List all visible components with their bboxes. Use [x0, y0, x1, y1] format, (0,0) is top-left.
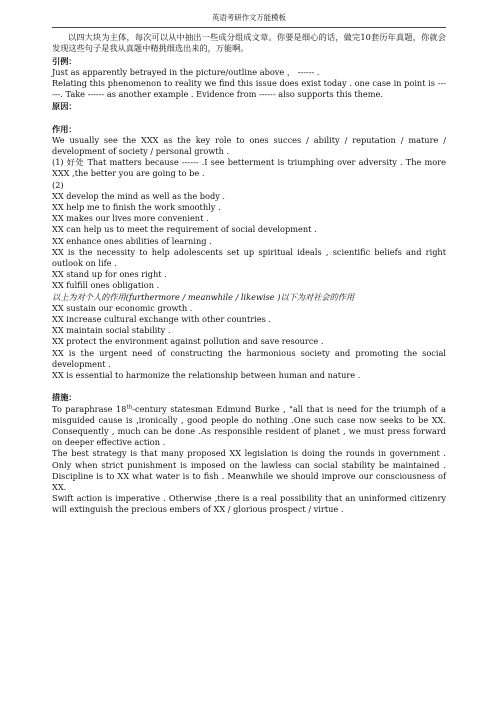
list-item: XX maintain social stability . [52, 325, 171, 336]
list-item: XX fulfill ones obligation . [52, 280, 160, 291]
measures-p1-start: To paraphrase 18 [52, 403, 127, 414]
effect-number-2: (2) [52, 179, 64, 190]
page-header-title: 英语考研作文万能模板 [212, 13, 286, 22]
effect-benefit-label: (1) 好处 [52, 157, 88, 168]
measures-p1-rest: -century statesman Edmund Burke , "all that is need for the triumph of a misguided cause is ,ironically , good people do nothing .One such case now seeks to be XX. Consequently , much can be done .As responsible resident of planet , we must press forward on deeper effective action . [52, 403, 446, 448]
section-heading-reason: 原因： [52, 101, 77, 112]
section-heading-measures: 措施： [52, 392, 77, 403]
measures-paragraph-2: The best strategy is that many proposed XX legislation is doing the rounds in government . Only when strict punishment is imposed on the lawless can social stability be maintained . Discipline is to XX what water is to fish . Meanwhile we should improve our consciousness of XX. [52, 448, 446, 492]
quote-line-2: Relating this phenomenon to reality we find this issue does exist today . one case in point is ------. Take ------ as another example . Evidence from ------ also supports this theme. [52, 78, 446, 100]
list-item: XX is the urgent need of constructing the harmonious society and promoting the social development . [52, 347, 446, 369]
effect-benefit-text: That matters because ------ .I see betterment is triumphing over adversity . The more XXX ,the better you are going to be . [52, 157, 446, 179]
list-item: XX develop the mind as well as the body . [52, 190, 226, 201]
measures-paragraph-1 [52, 404, 446, 449]
list-item: XX sustain our economic growth . [52, 302, 193, 313]
effect-paragraph-1: We usually see the XXX as the key role to ones succes / ability / reputation / mature / development of society / personal growth . [52, 134, 446, 157]
list-item: XX makes our lives more convenient . [52, 213, 209, 224]
list-item: XX stand up for ones right . [52, 269, 167, 280]
list-item: XX is the necessity to help adolescents set up spiritual ideals , scientific beliefs and right outlook on life . [52, 246, 446, 269]
measures-p1-superscript: th [126, 403, 133, 410]
intro-paragraph: 以四大块为主体，每次可以从中抽出一些成分组成文章。你要是细心的话，做完10套历年真题，你就会发现这些句子是我从真题中精挑细选出来的，万能啊。 [52, 32, 446, 54]
list-item: XX protect the environment against pollution and save resource . [52, 336, 324, 347]
list-item: XX is essential to harmonize the relationship between human and nature . [52, 370, 361, 381]
section-heading-effect: 作用： [52, 123, 77, 134]
measures-paragraph-3: Swift action is imperative . Otherwise ,there is a real possibility that an uninformed citizenry will extinguish the precious embers of XX / glorious prospect / virtue . [52, 493, 446, 515]
quote-line-1: Just as apparently betrayed in the picture/outline above ， ------ . [52, 66, 320, 77]
effect-paragraph-2 [52, 157, 446, 179]
list-item: XX increase cultural exchange with other countries . [52, 314, 272, 325]
list-item: XX help me to finish the work smoothly . [52, 202, 221, 213]
effect-transition-note: 以上为对个人的作用(furthermore / meanwhile / likewise )以下为对社会的作用 [52, 291, 355, 302]
document-page [52, 0, 446, 516]
list-item: XX can help us to meet the requirement of social development . [52, 224, 317, 235]
list-item: XX enhance ones abilities of learning . [52, 235, 212, 246]
section-heading-quote: 引例： [52, 55, 77, 66]
